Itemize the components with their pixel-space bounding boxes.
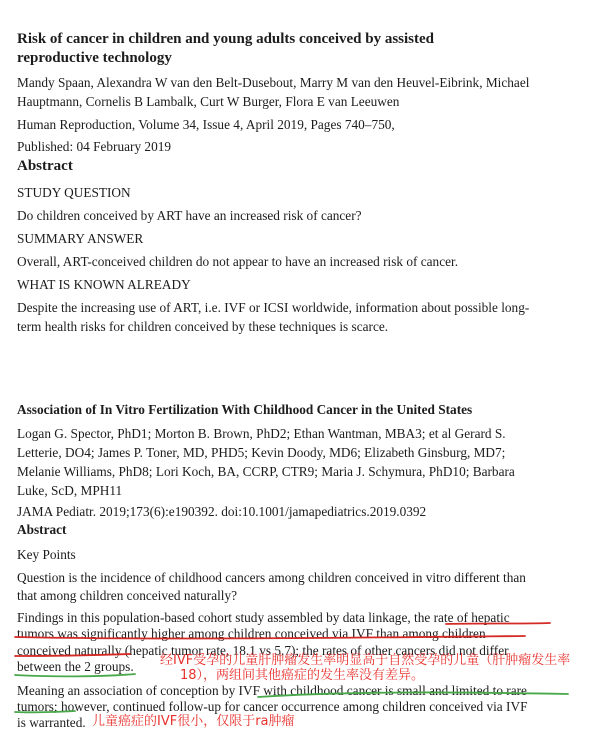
- paper1-citation: Human Reproduction, Volume 34, Issue 4, April 2019, Pages 740–750,: [17, 117, 395, 132]
- paper2-findings-line2: tumors was significantly higher among children conceived via IVF than among children: [17, 626, 486, 641]
- paper1-study-question-label: STUDY QUESTION: [17, 185, 131, 200]
- paper1-summary: Overall, ART-conceived children do not appear to have an increased risk of cancer.: [17, 254, 459, 269]
- paper1-known-label: WHAT IS KNOWN ALREADY: [17, 277, 191, 292]
- paper1-study-question: Do children conceived by ART have an increased risk of cancer?: [17, 208, 362, 223]
- paper1-known-line2: term health risks for children conceived by these techniques is scarce.: [17, 319, 389, 334]
- paper2-authors-line3: Melanie Williams, PhD8; Lori Koch, BA, CCRP, CTR9; Maria J. Schymura, PhD10; Barbara: [17, 464, 515, 479]
- paper2-meaning-line3: is warranted.: [17, 715, 86, 730]
- paper2-question-line2: that among children conceived naturally?: [17, 588, 238, 603]
- annotation-ivf-note: 儿童癌症的IVF很小，仅限于ra肿瘤: [92, 714, 295, 729]
- paper2-findings-line1: Findings in this population-based cohort study assembled by data linkage, the rate of hepatic: [17, 610, 510, 625]
- paper2-title: Association of In Vitro Fertilization With Childhood Cancer in the United States: [17, 402, 473, 417]
- paper2-question-line1: Question is the incidence of childhood cancers among children conceived in vitro different than: [17, 570, 526, 585]
- paper2-abstract-heading: Abstract: [17, 522, 67, 537]
- paper2-authors-line1: Logan G. Spector, PhD1; Morton B. Brown, PhD2; Ethan Wantman, MBA3; et al Gerard S.: [17, 426, 506, 441]
- paper1-authors-line2: Hauptmann, Cornelis B Lambalk, Curt W Burger, Flora E van Leeuwen: [17, 94, 400, 109]
- paper2-key-points: Key Points: [17, 547, 76, 562]
- paper2-citation: JAMA Pediatr. 2019;173(6):e190392. doi:10.1001/jamapediatrics.2019.0392: [17, 504, 427, 519]
- paper1-title-line2: reproductive technology: [17, 50, 172, 66]
- annotation-hepatic-note-line1: 经IVF受孕的儿童肝肿瘤发生率明显高于自然受孕的儿童（肝肿瘤发生率: [160, 653, 571, 668]
- paper2-findings-line3: conceived naturally (hepatic tumor rate, 18.1 vs 5.7); the rates of other cancers did not differ: [17, 643, 509, 658]
- paper2-meaning-line2: tumors; however, continued follow-up for cancer occurrence among children conceived via IVF: [17, 699, 528, 714]
- paper1-published-date: Published: 04 February 2019: [17, 139, 172, 154]
- paper1-summary-label: SUMMARY ANSWER: [17, 231, 144, 246]
- annotation-hepatic-note-line2: 18），两组间其他癌症的发生率没有差异。: [180, 668, 425, 683]
- paper1-title-line1: Risk of cancer in children and young adults conceived by assisted: [17, 31, 435, 47]
- paper2-findings-line4: between the 2 groups.: [17, 659, 134, 674]
- paper1-authors-line1: Mandy Spaan, Alexandra W van den Belt-Dusebout, Marry M van den Heuvel-Eibrink, Michael: [17, 75, 530, 90]
- paper1-known-line1: Despite the increasing use of ART, i.e. IVF or ICSI worldwide, information about possible long-: [17, 300, 530, 315]
- paper2-meaning-line1: Meaning an association of conception by IVF with childhood cancer is small and limited to rare: [17, 683, 527, 698]
- paper2-authors-line2: Letterie, DO4; James P. Toner, MD, PHD5; Kevin Doody, MD6; Elizabeth Ginsburg, MD7;: [17, 445, 506, 460]
- paper1-abstract-heading: Abstract: [17, 158, 73, 174]
- paper2-authors-line4: Luke, ScD, MPH11: [17, 483, 123, 498]
